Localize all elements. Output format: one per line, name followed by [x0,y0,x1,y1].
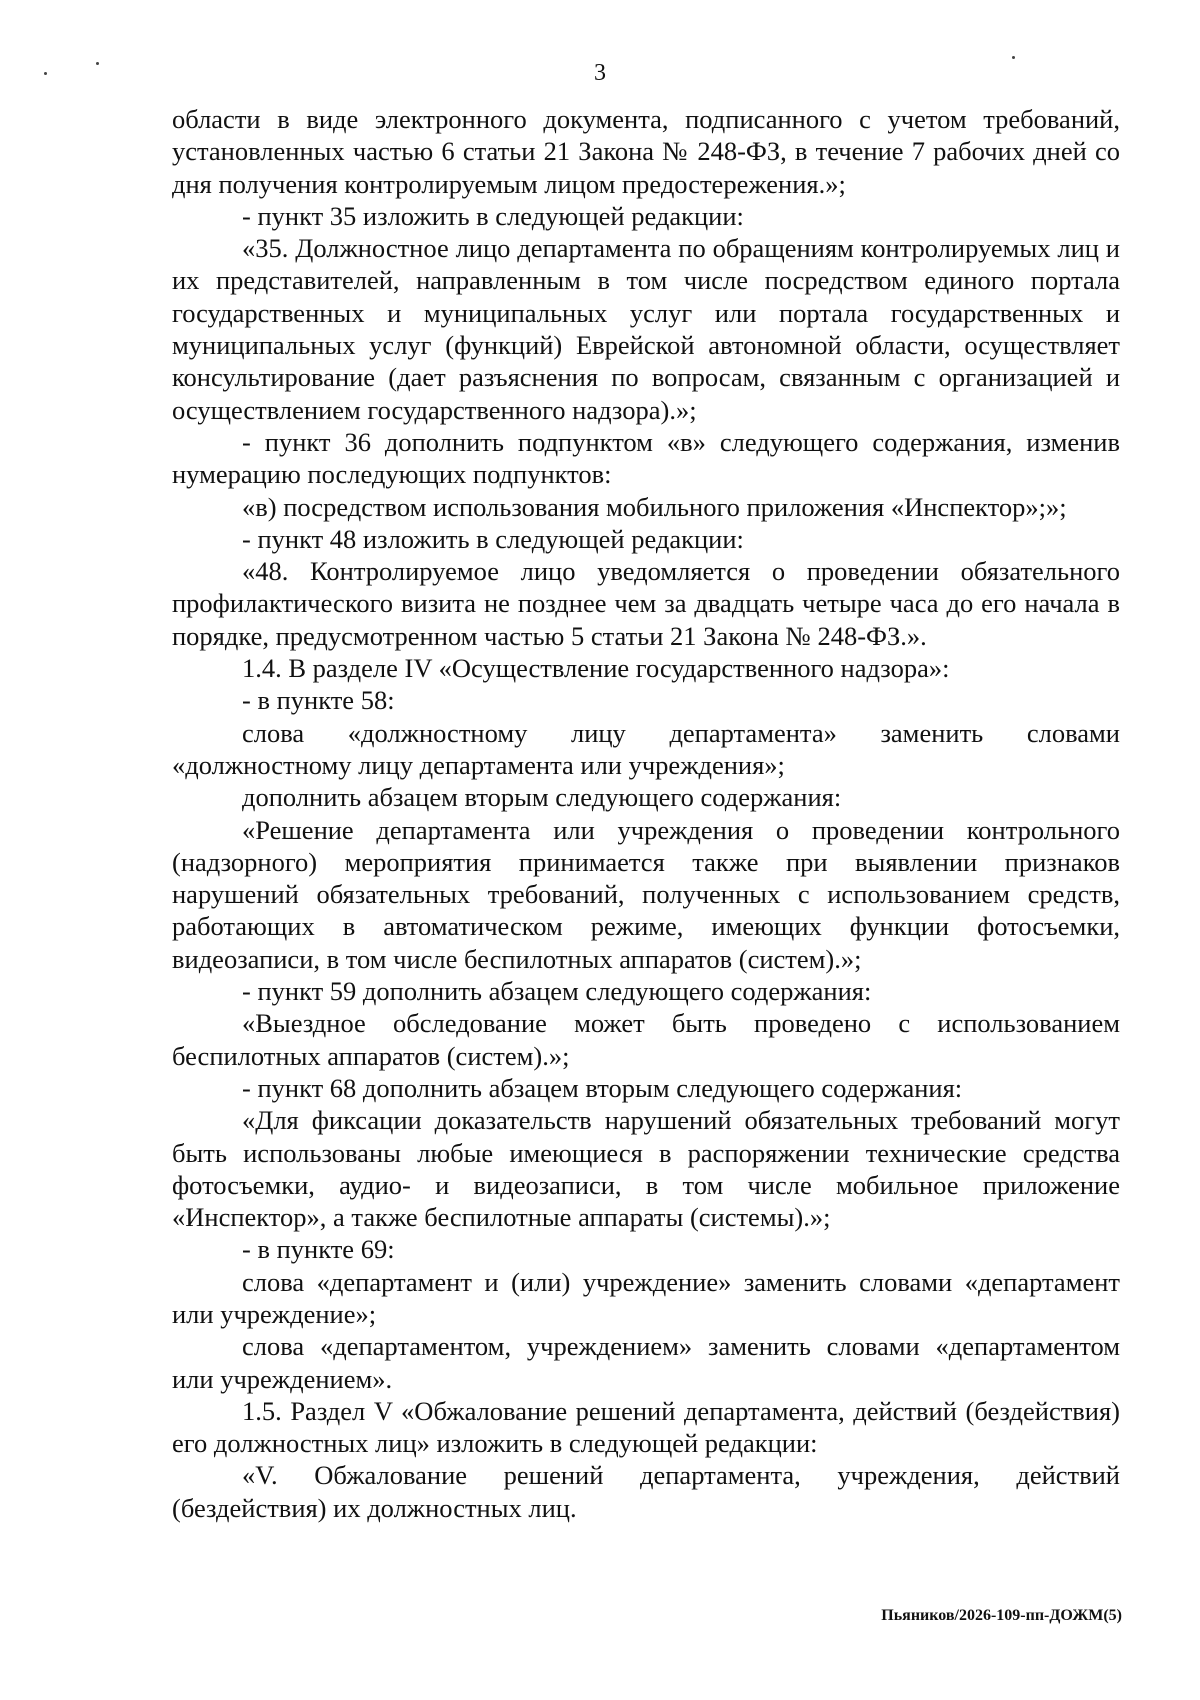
paragraph-item-59-text: «Выездное обследование может быть проведено с использованием беспилотных аппаратов (систем).»; [172,1008,1120,1071]
paragraph-item-58-intro: - в пункте 58: [242,685,395,716]
paragraph-item-36-intro: - пункт 36 дополнить подпунктом «в» следующего содержания, изменив нумерацию последующих подпунктов: [172,426,1120,490]
page-number: 3 [594,60,606,86]
paragraph-item-68-text: «Для фиксации доказательств нарушений обязательных требований могут быть использованы любые имеющиеся в распоряжении технические средства фотосъемки, аудио- и видеозаписи, в том числе мобильное приложение «Инспектор», а также беспилотные аппараты (системы).»; [172,1105,1120,1233]
paragraph-item-58-add: дополнить абзацем вторым следующего содержания: [242,782,842,813]
paragraph-item-69-words-2: слова «департаментом, учреждением» заменить словами «департаментом или учреждением». [172,1331,1120,1394]
scan-speck [1012,56,1015,59]
paragraph-item-48-intro: - пункт 48 изложить в следующей редакции: [242,523,744,554]
paragraph-item-69-intro: - в пункте 69: [242,1234,395,1265]
paragraph-section-1-4: 1.4. В разделе IV «Осуществление государственного надзора»: [242,653,950,684]
paragraph-item-36-text: «в) посредством использования мобильного приложения «Инспектор»;»; [242,491,1067,522]
scan-speck [96,62,99,65]
document-code-footer: Пьяников/2026-109-пп-ДОЖМ(5) [881,1607,1122,1624]
paragraph-item-59-intro: - пункт 59 дополнить абзацем следующего содержания: [242,976,872,1007]
paragraph-item-58-text: «Решение департамента или учреждения о проведении контрольного (надзорного) мероприятия принимается также при выявлении признаков нарушений обязательных требований, полученных с использованием средств, работающих в автоматическом режиме, имеющих функции фотосъемки, видеозаписи, в том числе беспилотных аппаратов (систем).»; [172,814,1120,974]
paragraph-section-1-5: 1.5. Раздел V «Обжалование решений департамента, действий (бездействия) его должностных лиц» изложить в следующей редакции: [172,1395,1120,1459]
scan-speck [44,72,47,75]
document-body [172,103,1120,1524]
paragraph-item-48-text: «48. Контролируемое лицо уведомляется о проведении обязательного профилактического визита не позднее чем за двадцать четыре часа до его начала в порядке, предусмотренном частью 5 статьи 21 Закона № 248-ФЗ.». [172,556,1120,651]
paragraph-item-35-text: «35. Должностное лицо департамента по обращениям контролируемых лиц и их представителей, направленным в том числе посредством единого портала государственных и муниципальных услуг или портала государственных и муниципальных услуг (функций) Еврейской автономной области, осуществляет консультирование (дает разъяснения по вопросам, связанным с организацией и осуществлением государственного надзора).»; [172,233,1120,425]
paragraph-item-35-intro: - пункт 35 изложить в следующей редакции: [242,200,744,231]
paragraph-section-v-heading: «V. Обжалование решений департамента, учреждения, действий (бездействия) их должностных лиц. [172,1460,1120,1523]
paragraph-item-68-intro: - пункт 68 дополнить абзацем вторым следующего содержания: [242,1072,963,1103]
paragraph-item-69-words-1: слова «департамент и (или) учреждение» заменить словами «департамент или учреждение»; [172,1266,1120,1329]
paragraph-item-58-words: слова «должностному лицу департамента» заменить словами «должностному лицу департамента или учреждения»; [172,717,1120,780]
paragraph-continuation: области в виде электронного документа, подписанного с учетом требований, установленных частью 6 статьи 21 Закона № 248-ФЗ, в течение 7 рабочих дней со дня получения контролируемым лицом предостережения.»; [172,104,1120,199]
